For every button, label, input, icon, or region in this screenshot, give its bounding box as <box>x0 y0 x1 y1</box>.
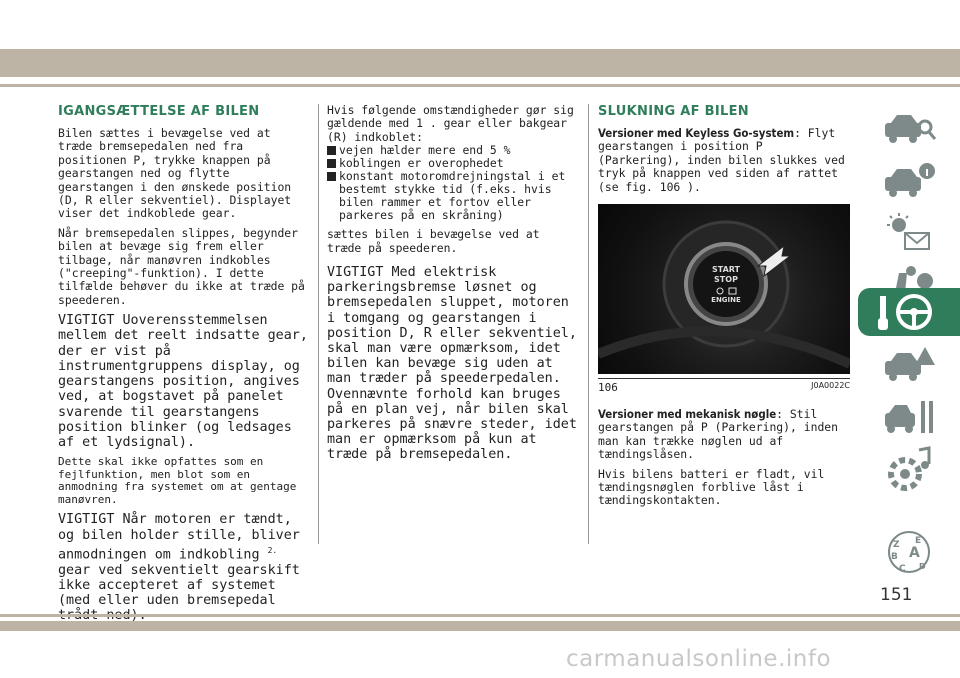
column-stopping <box>598 104 850 514</box>
car-tools-icon <box>879 395 939 439</box>
paragraph: Bilen sættes i bevægelse ved at træde bremsepedalen ned fra positionen P, trykke knappen på gearstangen ned og flytte gearstangen i den ønskede position (D, R eller sekventiel). Displayet viser det indkoblede gear. <box>58 126 292 221</box>
list-item-text: konstant motoromdrejningstal i et bestemt stykke tid (f.eks. hvis bilen rammer et fortov eller parkeres på en skråning) <box>339 169 566 223</box>
svg-text:D: D <box>919 562 926 571</box>
chapter-tab-index[interactable] <box>858 527 960 577</box>
important-note <box>58 512 310 623</box>
list-item <box>327 170 579 222</box>
paragraph-text: : Flyt gearstangen i position P (Parkering), inden bilen slukkes ved tryk på knappen ved siden af rattet (se fig. 106 ). <box>598 126 845 194</box>
top-rule <box>0 84 960 87</box>
figure-number: 106 <box>598 381 618 395</box>
car-hazard-icon <box>879 343 939 387</box>
important-note: VIGTIGT Uoverensstemmelsen mellem det reelt indsatte gear, der er vist på instrumentgruppens display, og gearstangens position, angives ved, at bogstavet på panelet svarende til gearstangens position blinker (og ledsages af et lydsignal). <box>58 313 308 450</box>
svg-text:E: E <box>915 536 922 546</box>
lead-text: Versioner med Keyless Go-system <box>598 126 795 140</box>
column-conditions <box>327 104 579 469</box>
photo-label-engine: ENGINE <box>711 296 741 305</box>
chapter-tab-warning-lights[interactable] <box>858 208 960 258</box>
chapter-tab-starting-driving[interactable] <box>858 288 960 336</box>
superscript: 2. <box>267 545 278 555</box>
alphabetical-index-icon <box>879 527 939 577</box>
svg-text:B: B <box>891 552 898 562</box>
bottom-rule <box>0 614 960 617</box>
note-text: gear ved sekventielt gearskift ikke accepteret af systemet (med eller uden bremsepedal <box>58 562 300 608</box>
chapter-tab-car-search[interactable] <box>858 104 960 154</box>
warning-lights-icon <box>879 211 939 255</box>
column-starting <box>58 104 310 629</box>
car-info-icon <box>879 159 939 203</box>
important-note: VIGTIGT Med elektrisk parkeringsbremse løsnet og bremsepedalen sluppet, motoren i tomgang og gearstangen i position D, R eller sekventiel, skal man være opmærksom, idet bilen kan bevæge sig uden at man træder på speederpedalen. Ovennævnte forhold kan bruges på en plan vej, når bilen skal parkeres på snævre steder, idet man er opmærksom på kun at træde på bremsepedalen. <box>327 265 577 463</box>
photo-label-start: START <box>711 265 741 275</box>
svg-text:Z: Z <box>893 540 900 550</box>
key-steering-wheel-icon <box>874 290 944 334</box>
media-settings-icon <box>879 444 939 494</box>
paragraph: Hvis bilens batteri er fladt, vil tændingsnøglen forblive låst i tændingskontakten. <box>598 466 825 508</box>
paragraph-text: : Stil gearstangen på P (Parkering), inden man kan trække nøglen ud af tændingslåsen. <box>598 407 839 462</box>
checkbox-bullet-icon <box>327 146 336 155</box>
column-divider <box>588 104 589 544</box>
list-item-text: vejen hælder mere end 5 % <box>339 143 511 158</box>
chapter-tab-car-hazard[interactable] <box>858 340 960 390</box>
watermark: carmanualsonline.info <box>566 646 832 672</box>
figure-start-stop-button <box>598 204 850 374</box>
column-divider <box>318 104 319 544</box>
checkbox-bullet-icon <box>327 172 336 181</box>
lead-text: Versioner med mekanisk nøgle <box>598 407 777 422</box>
paragraph: Hvis følgende omstændigheder gør sig gældende med 1 . gear eller bakgear (R) indkoblet: <box>327 103 574 144</box>
chapter-tab-media-settings[interactable] <box>858 444 960 494</box>
chapter-tab-car-tools[interactable] <box>858 392 960 442</box>
photo-label-stop: STOP <box>714 275 738 285</box>
svg-text:C: C <box>899 564 906 574</box>
list-item-text: koblingen er overophedet <box>339 156 504 171</box>
car-search-icon <box>879 107 939 151</box>
paragraph: Når bremsepedalen slippes, begynder bilen at bevæge sig frem eller tilbage, når manøvren indkobles ("creeping"-funktion). I dette tilfælde behøver du ikke at træde på speederen. <box>58 225 305 307</box>
start-stop-button-illustration <box>598 204 850 374</box>
paragraph <box>598 127 850 194</box>
section-heading-starting: IGANGSÆTTELSE AF BILEN <box>58 104 260 119</box>
page-number: 151 <box>880 585 913 605</box>
figure-code: J0A0022C <box>811 381 850 391</box>
checkbox-bullet-icon <box>327 159 336 168</box>
top-band <box>0 49 960 77</box>
section-heading-stopping: SLUKNING AF BILEN <box>598 104 749 119</box>
paragraph: sættes bilen i bevægelse ved at træde på speederen. <box>327 227 540 255</box>
paragraph: Dette skal ikke opfattes som en fejlfunktion, men blot som en anmodning fra systemet om at gentage manøvren. <box>58 455 297 506</box>
paragraph <box>598 408 850 462</box>
bottom-band <box>0 621 960 631</box>
chapter-tab-car-info[interactable] <box>858 156 960 206</box>
figure-caption <box>598 378 850 394</box>
svg-text:A: A <box>909 545 920 561</box>
note-text: VIGTIGT Når motoren er tændt, og bilen holder stille, bliver anmodningen om indkobling <box>58 512 300 563</box>
